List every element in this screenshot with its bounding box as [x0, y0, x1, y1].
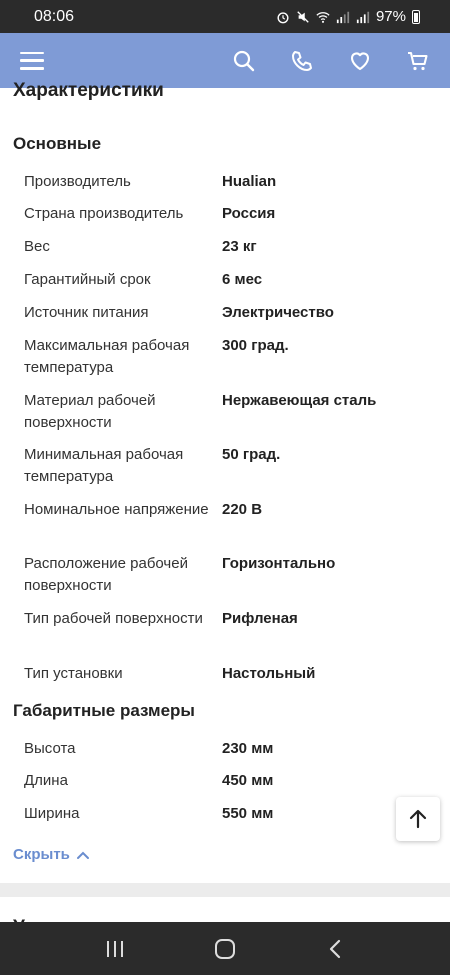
back-button[interactable] [315, 929, 355, 969]
scroll-to-top-button[interactable] [396, 797, 440, 841]
table-row [24, 770, 424, 792]
table-row [24, 553, 424, 597]
section-divider [0, 883, 450, 897]
wifi-icon [316, 10, 330, 24]
table-row [24, 203, 424, 225]
table-row [24, 803, 424, 825]
home-icon [214, 938, 236, 960]
arrow-up-icon [407, 808, 429, 830]
row-value: 50 град. [222, 446, 281, 463]
characteristics-content [0, 80, 450, 922]
battery-percent: 97% [375, 8, 406, 25]
table-row [24, 444, 424, 488]
row-label: Максимальная рабочая температура [24, 337, 190, 376]
row-label: Длина [24, 772, 68, 789]
section-title: Характеристики [13, 80, 164, 101]
table-row [24, 269, 424, 291]
menu-icon[interactable] [20, 52, 44, 70]
hide-label: Скрыть [13, 846, 70, 863]
row-label: Гарантийный срок [24, 271, 151, 288]
search-icon[interactable] [232, 49, 256, 73]
table-row [24, 738, 424, 760]
recent-apps-icon [105, 940, 125, 958]
system-nav-bar [0, 922, 450, 975]
row-label: Страна производитель [24, 205, 184, 222]
row-label: Производитель [24, 173, 131, 190]
signal-icon-2 [356, 10, 370, 24]
table-row [24, 171, 424, 193]
table-row [24, 608, 424, 630]
home-button[interactable] [205, 929, 245, 969]
row-value: Настольный [222, 665, 316, 682]
status-bar [0, 0, 450, 33]
status-icons [276, 8, 420, 25]
battery-icon [412, 10, 420, 24]
group-title-main: Основные [13, 134, 102, 153]
hide-button[interactable] [13, 846, 90, 863]
row-value: Рифленая [222, 610, 298, 627]
signal-icon [336, 10, 350, 24]
row-value: Hualian [222, 173, 277, 190]
table-row [24, 302, 424, 324]
row-label: Ширина [24, 805, 80, 822]
row-value: Нержавеющая сталь [222, 392, 377, 409]
row-label: Тип установки [24, 665, 123, 682]
row-label: Источник питания [24, 304, 149, 321]
recent-apps-button[interactable] [95, 929, 135, 969]
row-label: Материал рабочей поверхности [24, 392, 156, 431]
table-row [24, 335, 424, 379]
status-time: 08:06 [34, 7, 75, 25]
row-label: Тип рабочей поверхности [24, 610, 203, 627]
row-label: Номинальное напряжение [24, 501, 209, 518]
row-label: Высота [24, 740, 76, 757]
row-value: 450 мм [222, 772, 274, 789]
group-title-dimensions: Габаритные размеры [13, 701, 195, 720]
row-value: 300 град. [222, 337, 289, 354]
header-actions [232, 49, 430, 73]
table-row [24, 390, 424, 434]
row-value: 220 В [222, 501, 263, 518]
row-label: Вес [24, 238, 50, 255]
table-row [24, 663, 424, 685]
cart-icon[interactable] [406, 49, 430, 73]
alarm-icon [276, 10, 290, 24]
row-value: 230 мм [222, 740, 274, 757]
row-label: Минимальная рабочая температура [24, 446, 184, 485]
chevron-up-icon [76, 850, 90, 860]
row-value: Электричество [222, 304, 334, 321]
row-value: 6 мес [222, 271, 263, 288]
table-row [24, 236, 424, 258]
heart-icon[interactable] [348, 49, 372, 73]
row-label: Расположение рабочей поверхности [24, 555, 188, 594]
mute-icon [296, 10, 310, 24]
row-value: 550 мм [222, 805, 274, 822]
row-value: Горизонтально [222, 555, 336, 572]
phone-icon[interactable] [290, 49, 314, 73]
back-icon [327, 938, 343, 960]
row-value: Россия [222, 205, 276, 222]
row-value: 23 кг [222, 238, 257, 255]
table-row [24, 499, 424, 521]
